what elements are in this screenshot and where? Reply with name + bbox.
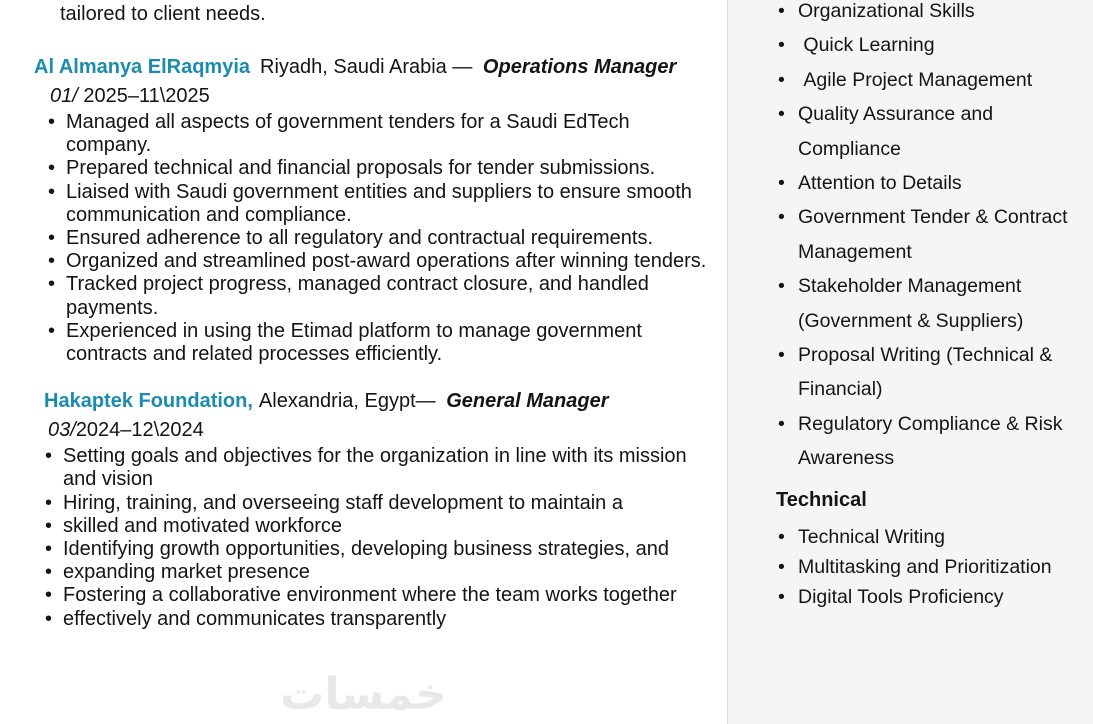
date-start: 03/	[48, 419, 76, 442]
skill-item: • Quality Assurance and Compliance	[778, 97, 1083, 166]
job-bullet: • Ensured adherence to all regulatory and contractual requirements.	[48, 227, 714, 250]
skill-item: • Proposal Writing (Technical & Financial)	[778, 338, 1083, 407]
skills-list	[778, 0, 1083, 476]
job-bullet: • Fostering a collaborative environment where the team works together	[45, 584, 711, 607]
company-name: Al Almanya ElRaqmyia	[34, 56, 251, 78]
skill-item: • Attention to Details	[778, 166, 1083, 200]
job-title: General Manager	[446, 390, 609, 413]
skill-item: • Regulatory Compliance & Risk Awareness	[778, 407, 1083, 476]
job-bullet: • Managed all aspects of government tenders for a Saudi EdTech company.	[48, 111, 714, 157]
skill-item: • Stakeholder Management (Government & Suppliers)	[778, 269, 1083, 338]
company-name: Hakaptek Foundation,	[44, 390, 253, 413]
job-header	[44, 390, 727, 413]
job-bullet-list	[34, 111, 714, 366]
job-dates	[50, 85, 727, 108]
job-bullet: • Tracked project progress, managed contract closure, and handled payments.	[48, 273, 714, 319]
job-bullet: • expanding market presence	[45, 561, 711, 584]
job-bullet: • Liaised with Saudi government entities and suppliers to ensure smooth communication and compliance.	[48, 181, 714, 227]
technical-section-heading: Technical	[776, 488, 867, 511]
job-bullet-list	[44, 445, 711, 631]
job-bullet: • Setting goals and objectives for the organization in line with its mission and vision	[45, 445, 711, 491]
experience-entry-hakaptek	[44, 390, 727, 631]
job-dates	[48, 419, 727, 442]
khamsat-watermark-logo: خمسات	[280, 669, 447, 720]
skill-item: • Government Tender & Contract Management	[778, 200, 1083, 269]
skills-sidebar	[727, 0, 1093, 724]
job-location: Riyadh, Saudi Arabia —	[260, 56, 478, 78]
job-title: Operations Manager	[482, 56, 677, 78]
job-bullet: • effectively and communicates transparently	[45, 608, 711, 631]
experience-entry-al-almanya	[34, 56, 727, 366]
skill-item: • Quick Learning	[778, 28, 1083, 62]
skill-item: • Agile Project Management	[778, 63, 1083, 97]
job-bullet: • skilled and motivated workforce	[45, 515, 711, 538]
job-bullet: • Identifying growth opportunities, developing business strategies, and	[45, 538, 711, 561]
skill-item: • Organizational Skills	[778, 0, 1083, 28]
job-location: Alexandria, Egypt—	[258, 390, 442, 413]
date-start: 01/	[50, 85, 78, 107]
intro-continuation-text: tailored to client needs.	[60, 3, 266, 25]
technical-skill-item: • Multitasking and Prioritization	[778, 552, 1083, 582]
date-range: 2025–11\2025	[77, 85, 210, 107]
date-range: 2024–12\2024	[75, 419, 204, 442]
job-bullet: • Hiring, training, and overseeing staff development to maintain a	[45, 492, 711, 515]
technical-skill-item: • Technical Writing	[778, 522, 1083, 552]
technical-skill-item: • Digital Tools Proficiency	[778, 582, 1083, 612]
technical-skills-list	[778, 522, 1083, 612]
job-header	[34, 56, 727, 79]
job-bullet: • Prepared technical and financial proposals for tender submissions.	[48, 157, 714, 180]
job-bullet: • Organized and streamlined post-award operations after winning tenders.	[48, 250, 714, 273]
job-bullet: • Experienced in using the Etimad platform to manage government contracts and related processes efficiently.	[48, 320, 714, 366]
